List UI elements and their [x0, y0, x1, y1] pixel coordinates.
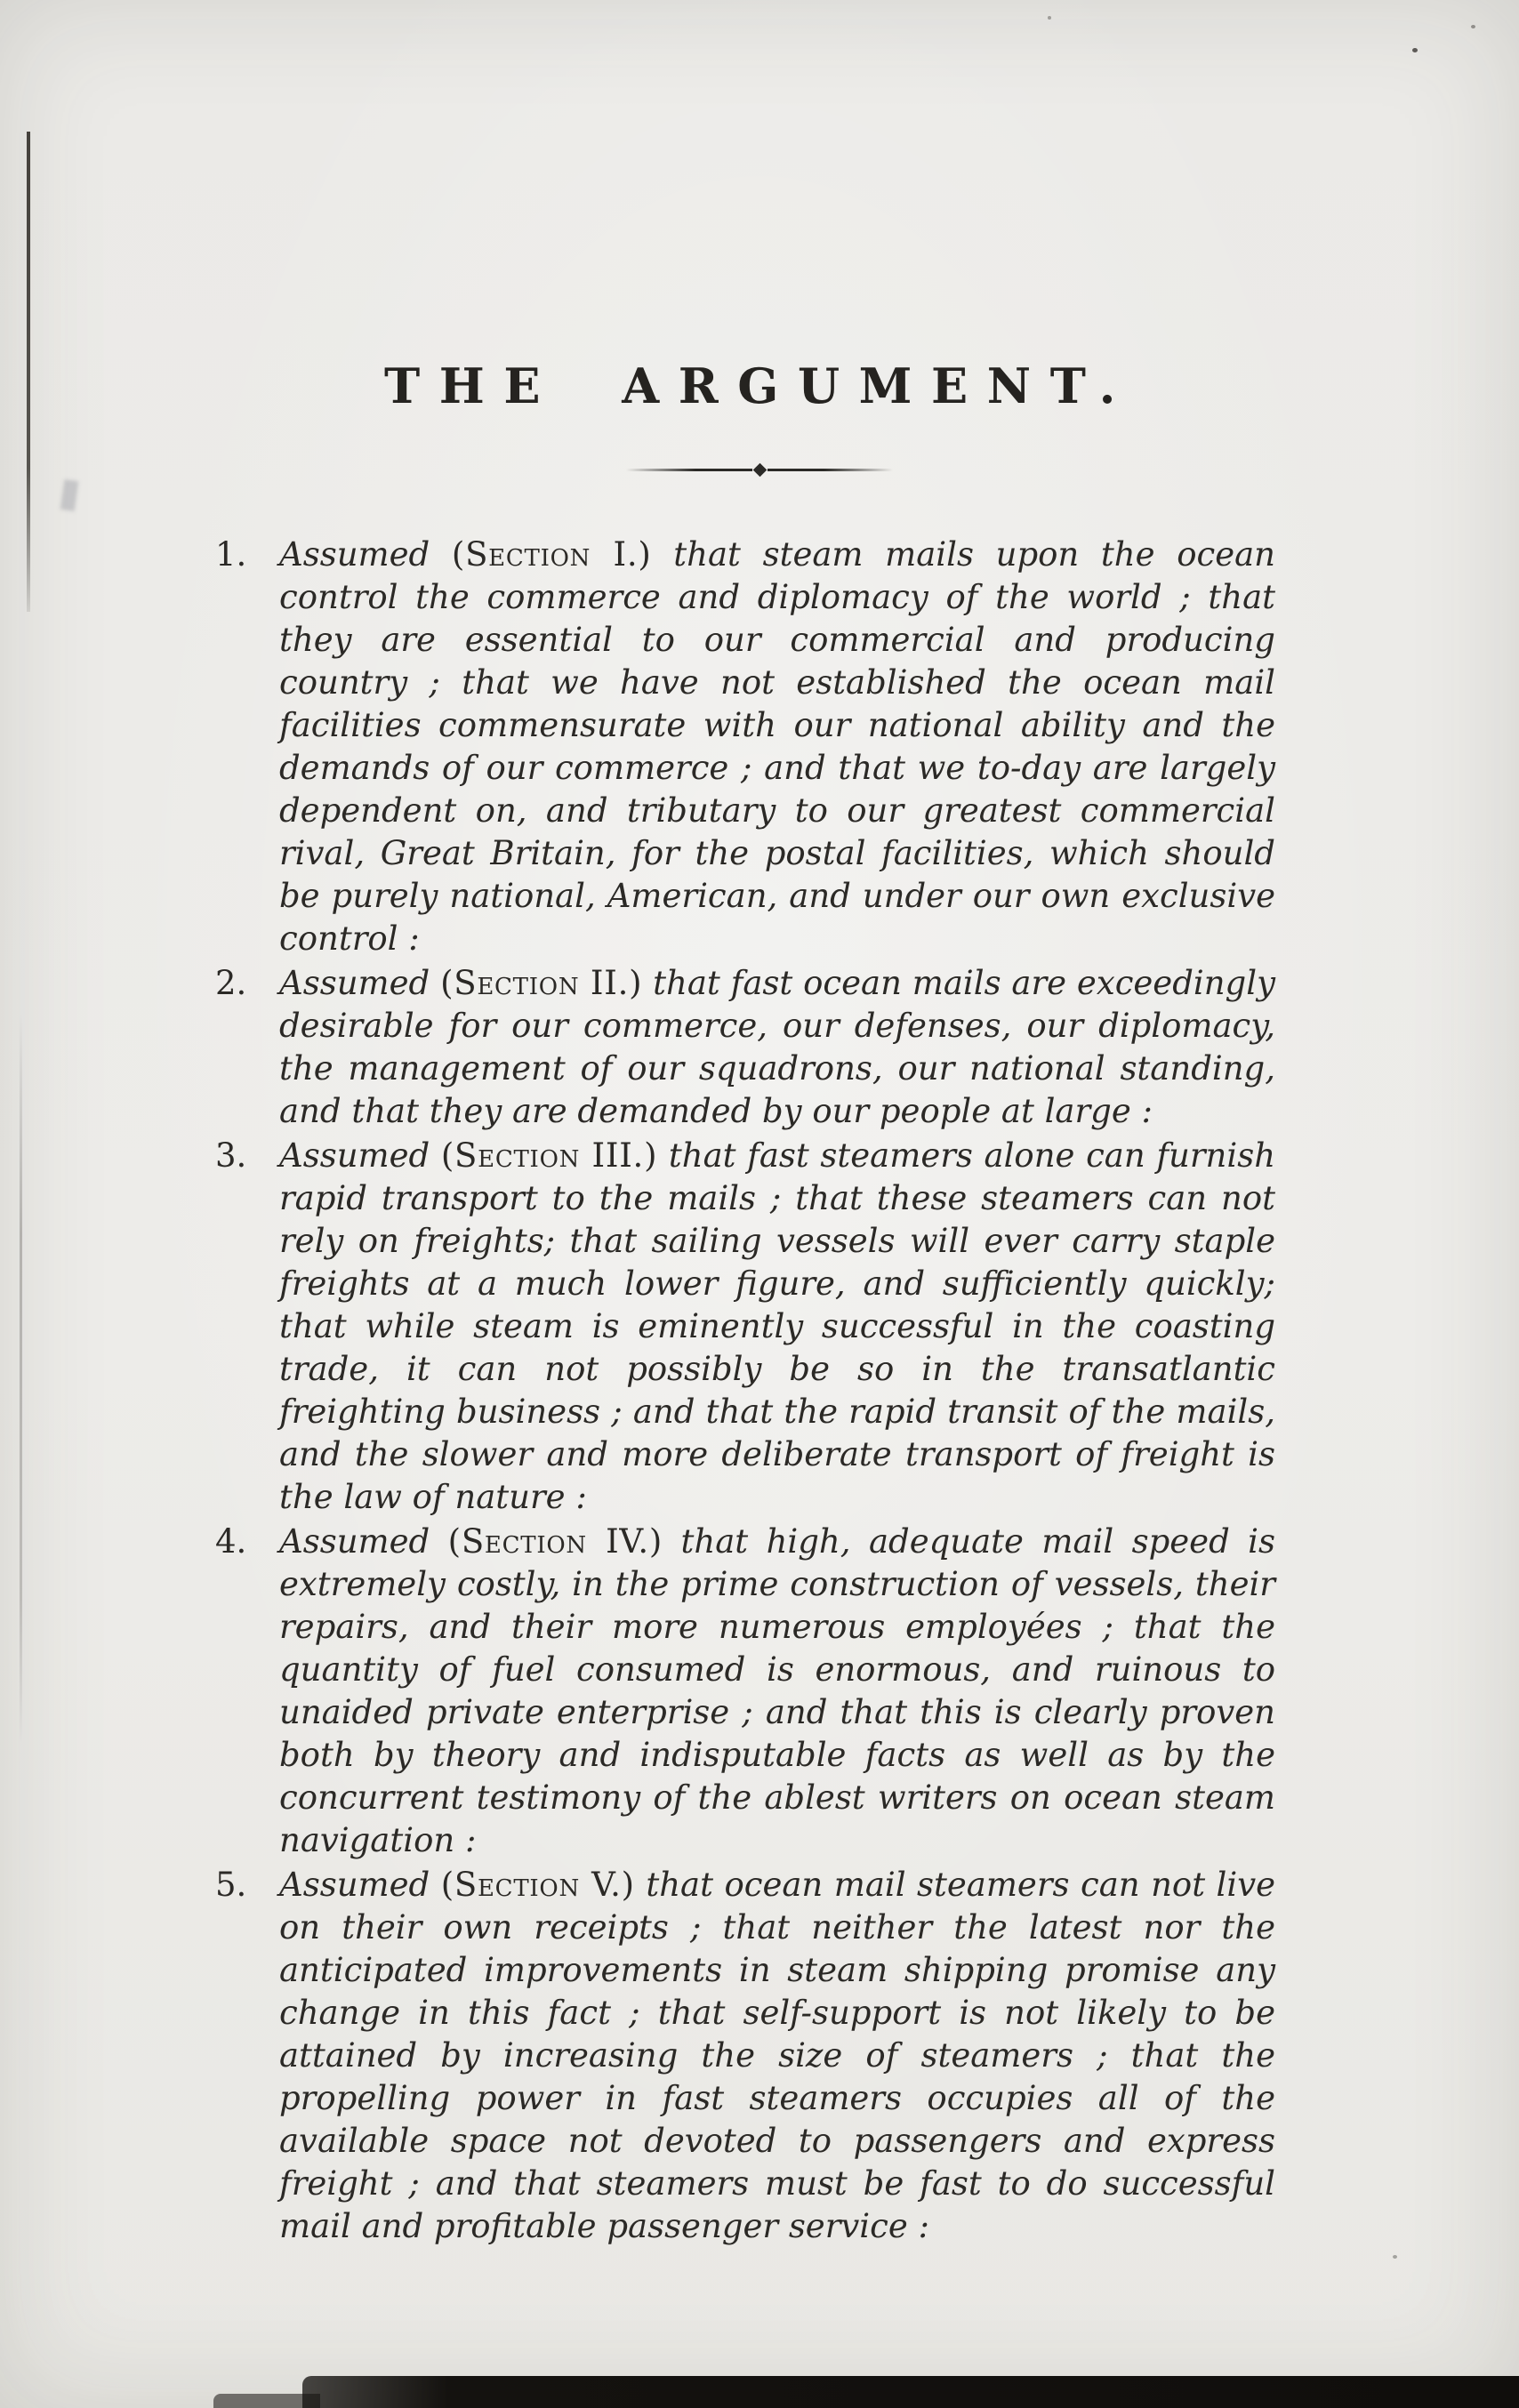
scan-artifact-left-line: [27, 132, 30, 612]
item-section: (Section IV.): [447, 1522, 663, 1561]
item-lead: Assumed: [279, 535, 430, 574]
item-number: 3.: [215, 1136, 247, 1175]
divider-rule-right: [768, 469, 894, 471]
item-lead: Assumed: [279, 1522, 430, 1561]
argument-item-1: [215, 534, 1275, 960]
item-section: (Section V.): [440, 1866, 635, 1904]
item-number: 4.: [215, 1522, 247, 1561]
item-body: that steam mails upon the ocean control the commerce and diplomacy of the world ; that they are essential to our commercial and producing country ; that we have not established the ocean mail facilities commensurate with our national ability and the demands of our commerce ; and that we to-day are largely dependent on, and tributary to our greatest commercial rival, Great Britain, for the postal facilities, which should be purely national, American, and under our own exclusive control :: [279, 535, 1275, 958]
item-body: that fast ocean mails are exceedingly desirable for our commerce, our defenses, our diplomacy, the management of our squadrons, our national standing, and that they are demanded by our people at large :: [279, 964, 1275, 1130]
ornament-divider: [626, 462, 893, 477]
item-number: 5.: [215, 1866, 247, 1904]
scan-artifact-left-line-faint: [20, 1014, 22, 1743]
item-text: [279, 1521, 1275, 1862]
argument-item-5: [215, 1864, 1275, 2248]
argument-item-3: [215, 1135, 1275, 1519]
item-lead: Assumed: [279, 1866, 430, 1904]
item-text: [279, 1864, 1275, 2248]
item-section: (Section III.): [440, 1136, 658, 1175]
divider-rule-left: [626, 469, 752, 471]
item-lead: Assumed: [279, 1136, 430, 1175]
item-number: 2.: [215, 964, 247, 1002]
page-title: THE ARGUMENT.: [384, 357, 1135, 414]
item-section: (Section II.): [440, 964, 643, 1002]
argument-item-4: [215, 1521, 1275, 1862]
scan-artifact-bottom-bar: [302, 2376, 1519, 2408]
scan-artifact-speck: [1048, 16, 1051, 20]
item-body: that ocean mail steamers can not live on their own receipts ; that neither the latest nor the anticipated improvements in steam shipping promise any change in this fact ; that self-support is not likely to be attained by increasing the size of steamers ; that the propelling power in fast steamers occupies all of the available space not devoted to passengers and express freight ; and that steamers must be fast to do successful mail and profitable passenger service :: [279, 1866, 1276, 2245]
item-section: (Section I.): [451, 535, 652, 574]
item-text: [279, 1135, 1275, 1519]
divider-diamond-ornament: [752, 462, 767, 477]
item-body: that fast steamers alone can furnish rapid transport to the mails ; that these steamers can not rely on freights; that sailing vessels will ever carry staple freights at a much lower figure, and sufficiently quickly; that while steam is eminently successful in the coasting trade, it can not possibly be so in the transatlantic freighting business ; and that the rapid transit of the mails, and the slower and more deliberate transport of freight is the law of nature :: [279, 1136, 1276, 1516]
argument-item-2: [215, 962, 1275, 1133]
item-text: [279, 534, 1275, 960]
item-text: [279, 962, 1275, 1133]
item-number: 1.: [215, 535, 247, 574]
item-lead: Assumed: [279, 964, 430, 1002]
scan-artifact-margin-smudge: [60, 479, 79, 511]
scan-artifact-speck: [1471, 25, 1475, 28]
scan-artifact-speck: [1412, 48, 1418, 52]
scan-artifact-speck: [1393, 2255, 1397, 2259]
argument-list: [215, 534, 1275, 2248]
item-body: that high, adequate mail speed is extremely costly, in the prime construction of vessels, their repairs, and their more numerous employées ; that the quantity of fuel consumed is enormous, and ruinous to unaided private enterprise ; and that this is clearly proven both by theory and indisputable facts as well as by the concurrent testimony of the ablest writers on ocean steam navigation :: [279, 1522, 1276, 1859]
